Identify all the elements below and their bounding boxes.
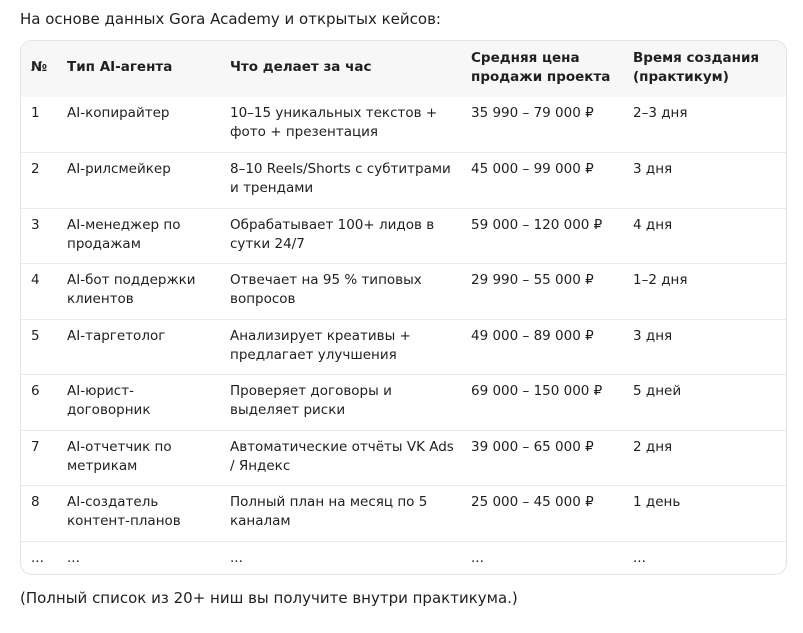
agents-table: [21, 41, 786, 575]
cell-does: Обрабатывает 100+ лидов в сутки 24/7: [220, 208, 461, 264]
cell-price: 69 000 – 150 000 ₽: [461, 375, 623, 431]
cell-price: ...: [471, 549, 484, 566]
header-time: Время создания (практикум): [623, 41, 786, 97]
cell-num: 8: [21, 486, 57, 542]
table-row: [21, 208, 786, 264]
cell-num: 3: [21, 208, 57, 264]
header-type: Тип AI-агента: [57, 41, 220, 97]
agents-table-container: [20, 40, 787, 575]
cell-does: 8–10 Reels/Shorts с субтитрами и трендами: [220, 153, 461, 209]
cell-type: AI-менеджер по продажам: [57, 208, 220, 264]
cell-does: Автоматические отчёты VK Ads / Яндекс: [220, 430, 461, 486]
table-header: [21, 41, 786, 97]
cell-price: 49 000 – 89 000 ₽: [461, 319, 623, 375]
table-header-row: [21, 41, 786, 97]
header-does: Что делает за час: [220, 41, 461, 97]
cell-does: Отвечает на 95 % типовых вопросов: [220, 264, 461, 320]
cell-price: 59 000 – 120 000 ₽: [461, 208, 623, 264]
cell-type: AI-отчетчик по метрикам: [57, 430, 220, 486]
cell-time: 3 дня: [623, 319, 786, 375]
cell-num: 2: [21, 153, 57, 209]
cell-time: 1–2 дня: [623, 264, 786, 320]
cell-type: AI-таргетолог: [57, 319, 220, 375]
cell-does: Анализирует креативы + предлагает улучшения: [220, 319, 461, 375]
table-row: [21, 486, 786, 542]
cell-num: 7: [21, 430, 57, 486]
cell-num: 4: [21, 264, 57, 320]
cell-does: ...: [230, 549, 243, 566]
header-price: Средняя цена продажи проекта: [461, 41, 623, 97]
cell-type: AI-рилсмейкер: [57, 153, 220, 209]
cell-price: 25 000 – 45 000 ₽: [461, 486, 623, 542]
table-row: [21, 319, 786, 375]
cell-type: AI-копирайтер: [57, 97, 220, 153]
cell-time: 5 дней: [623, 375, 786, 431]
table-row: [21, 375, 786, 431]
cell-type: ...: [67, 549, 80, 566]
cell-type: AI-бот поддержки клиентов: [57, 264, 220, 320]
cell-time: 2 дня: [623, 430, 786, 486]
cell-time: ...: [633, 549, 646, 566]
table-row: [21, 430, 786, 486]
cell-num: 5: [21, 319, 57, 375]
cell-time: 3 дня: [623, 153, 786, 209]
header-num: №: [21, 41, 57, 97]
cell-type: AI-юрист-договорник: [57, 375, 220, 431]
cell-price: 29 990 – 55 000 ₽: [461, 264, 623, 320]
cell-price: 35 990 – 79 000 ₽: [461, 97, 623, 153]
cell-price: 39 000 – 65 000 ₽: [461, 430, 623, 486]
outro-text: (Полный список из 20+ ниш вы получите внутри практикума.): [20, 589, 518, 607]
cell-time: 4 дня: [623, 208, 786, 264]
cell-time: 1 день: [623, 486, 786, 542]
table-row: [21, 264, 786, 320]
cell-num: 1: [21, 97, 57, 153]
cell-does: Проверяет договоры и выделяет риски: [220, 375, 461, 431]
cell-does: Полный план на месяц по 5 каналам: [220, 486, 461, 542]
table-body: [21, 97, 786, 575]
cell-time: 2–3 дня: [623, 97, 786, 153]
table-row: [21, 541, 786, 575]
cell-does: 10–15 уникальных текстов + фото + презентация: [220, 97, 461, 153]
table-row: [21, 97, 786, 153]
cell-price: 45 000 – 99 000 ₽: [461, 153, 623, 209]
cell-type: AI-создатель контент-планов: [57, 486, 220, 542]
cell-num: 6: [21, 375, 57, 431]
cell-num: ...: [31, 549, 44, 566]
intro-text: На основе данных Gora Academy и открытых кейсов:: [20, 10, 441, 28]
table-row: [21, 153, 786, 209]
